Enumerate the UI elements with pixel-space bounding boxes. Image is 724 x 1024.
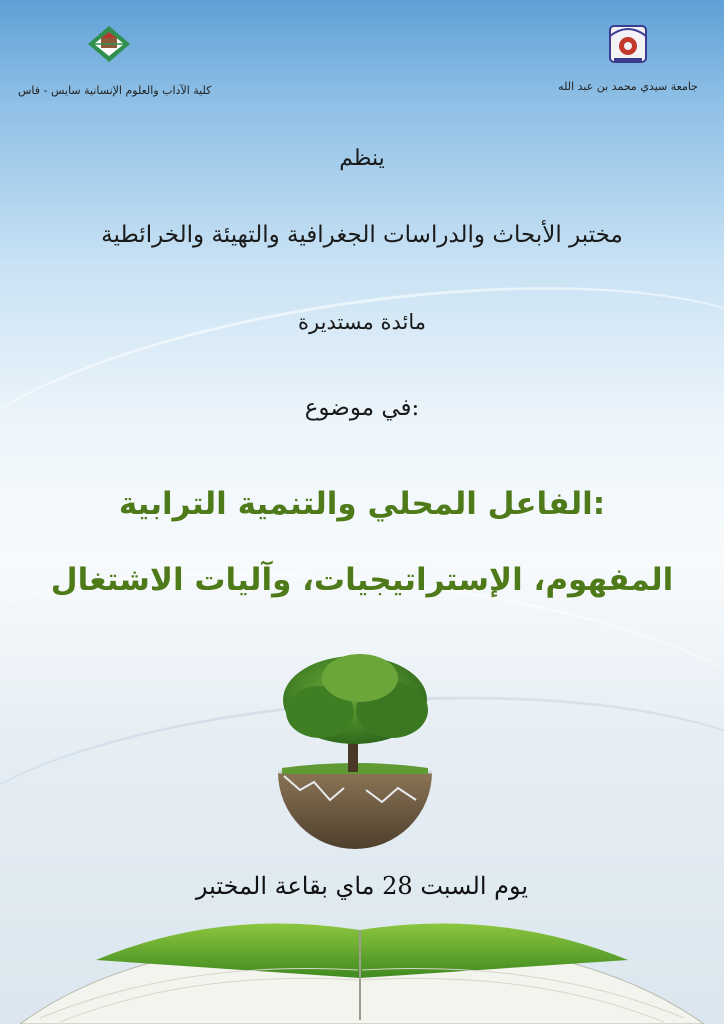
university-crest-icon — [604, 22, 652, 68]
faculty-name: كلية الآداب والعلوم الإنسانية سايس - فاس — [18, 84, 212, 97]
laboratory-name: مختبر الأبحاث والدراسات الجغرافية والتهيئة والخرائطية — [101, 222, 623, 248]
faculty-emblem-icon — [86, 24, 132, 64]
organizer-label: ينظم — [339, 146, 385, 171]
tree-on-earth-icon — [270, 650, 440, 860]
event-type: مائدة مستديرة — [298, 310, 426, 334]
university-name: جامعة سيدي محمد بن عبد الله — [558, 80, 698, 93]
open-book-icon — [0, 900, 724, 1024]
topic-intro: في موضوع: — [304, 395, 420, 421]
event-title-line-2: المفهوم، الإستراتيجيات، وآليات الاشتغال — [50, 562, 674, 598]
background-wave — [0, 241, 724, 601]
event-title-line-1: الفاعل المحلي والتنمية الترابية: — [118, 486, 606, 522]
event-date: يوم السبت 28 ماي بقاعة المختبر — [195, 872, 529, 900]
